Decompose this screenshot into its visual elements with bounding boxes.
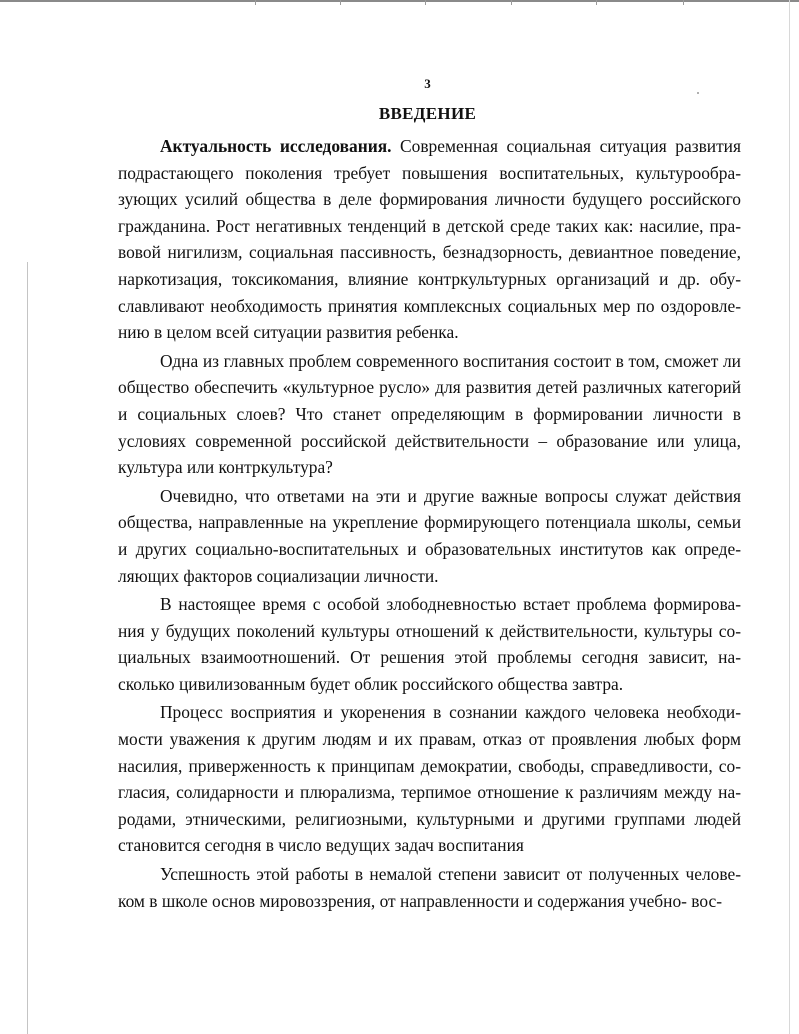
scan-top-edge xyxy=(0,0,799,2)
paragraph: Одна из главных проблем современного воспитания состоит в том, сможет ли общество обеспечить «культурное русло» для развития детей различных категорий и социальных слоев? Что станет определяющим в формировании личности в условиях современной российской действительности – образование или улица, культура или контркультура? xyxy=(118,350,741,478)
scan-top-mark xyxy=(255,0,256,5)
scan-speck xyxy=(697,92,699,94)
scan-right-margin-line xyxy=(789,0,790,1034)
paragraph-lead: Актуальность исследования. xyxy=(160,136,392,156)
paragraph-text: Современная социальная ситуация развития подрастающего поколения требует повышения воспитательных, культурообразующих усилий общества в деле формирования личности будущего российского гражданина. Рост негативных тенденций в детской среде таких как: насилие, правовой нигилизм, социальная пассивность, безнадзорность, девиантное поведение, наркотизация, токсикомания, влияние контркультурных организаций и др. обуславливают необходимость принятия комплексных социальных мер по оздоровлению в целом всей ситуации развития ребенка. xyxy=(118,136,741,343)
paragraph: В настоящее время с особой злободневностью встает проблема формирования у будущих поколений культуры отношений к действительности, культуры социальных взаимоотношений. От решения этой проблемы сегодня зависит, насколько цивилизованным будет облик российского общества завтра. xyxy=(118,594,741,694)
paragraph: Успешность этой работы в немалой степени зависит от полученных человеком в школе основ мировоззрения, от направленности и содержания учебно- вос- xyxy=(118,864,741,911)
scan-top-mark xyxy=(425,0,426,5)
page-number: 3 xyxy=(424,76,431,91)
paragraph: Очевидно, что ответами на эти и другие важные вопросы служат действия общества, направленные на укрепление формирующего потенциала школы, семьи и других социально-воспитательных и образовательных институтов как определяющих факторов социализации личности. xyxy=(118,485,741,586)
scan-top-mark xyxy=(596,0,597,5)
paragraph: Процесс восприятия и укоренения в сознании каждого человека необходимости уважения к другим людям и их правам, отказ от проявления любых форм насилия, приверженность к принципам демократии, свободы, справедливости, согласия, солидарности и плюрализма, терпимое отношение к различиям между народами, этническими, религиозными, культурными и другими группами людей становится сегодня в число ведущих задач воспитания xyxy=(118,702,741,856)
section-heading: ВВЕДЕНИЕ xyxy=(378,104,477,123)
scan-top-mark xyxy=(340,0,341,5)
scan-left-margin-line xyxy=(27,262,28,1034)
paragraph-relevance xyxy=(118,133,741,346)
body-text xyxy=(118,133,741,916)
scan-top-mark xyxy=(683,0,684,5)
scan-top-mark xyxy=(511,0,512,5)
